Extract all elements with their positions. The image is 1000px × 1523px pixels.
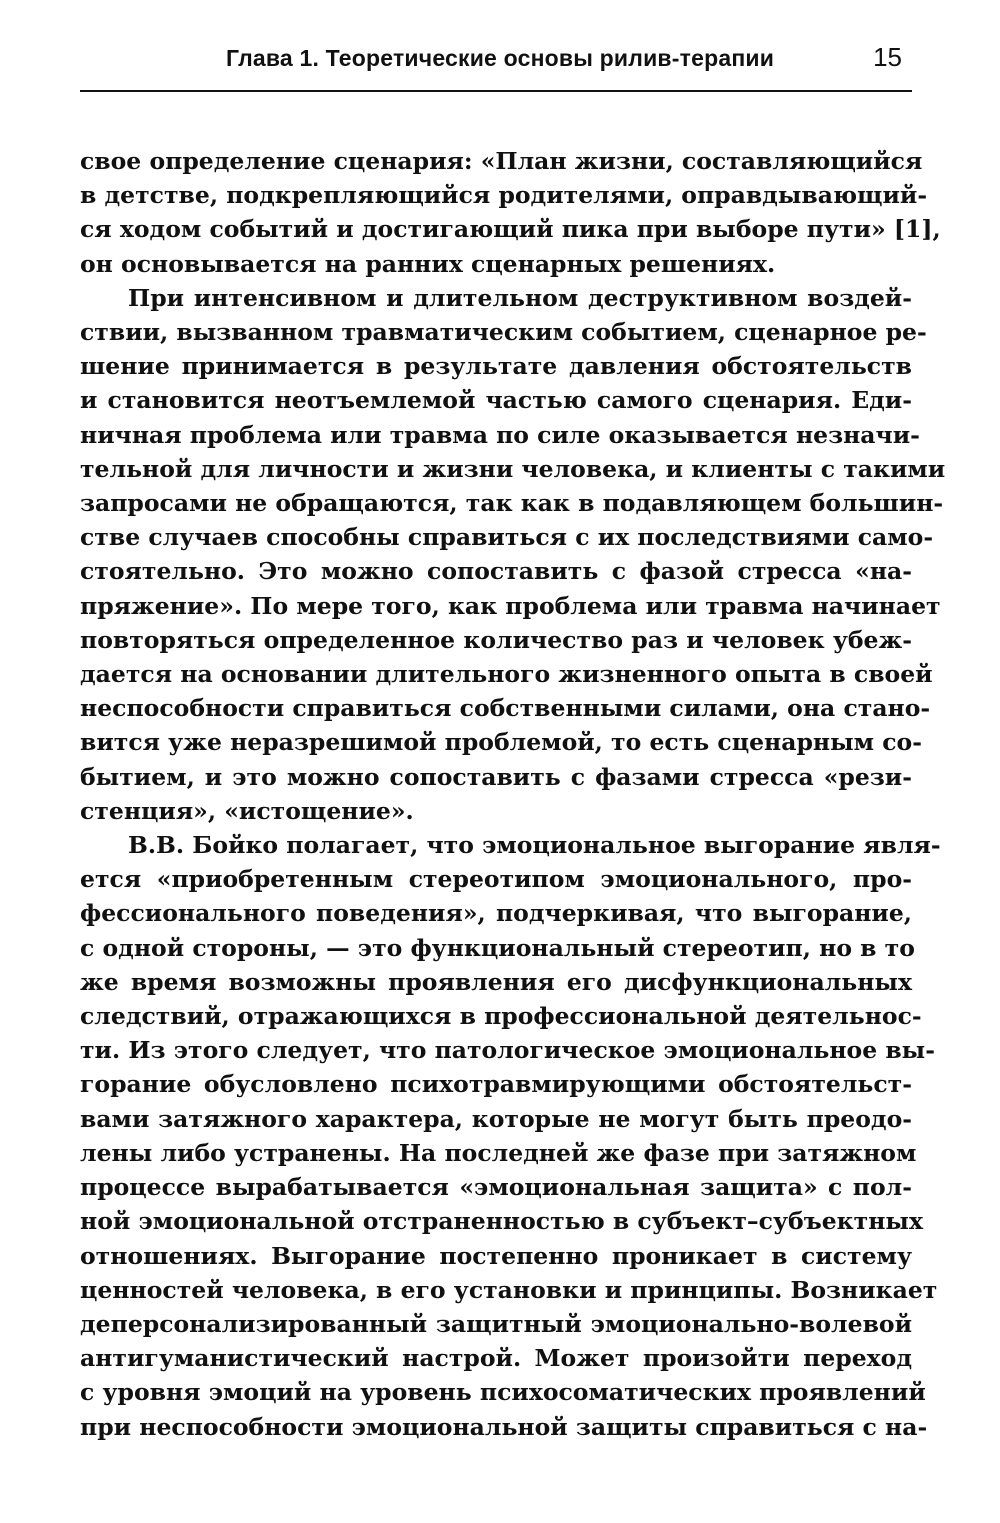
text-line: пряжение». По мере того, как проблема или травма начинает — [80, 591, 941, 620]
text-line: деперсонализированный защитный эмоционально-волевой — [80, 1309, 912, 1338]
text-line: и становится неотъемлемой частью самого сценария. Еди- — [80, 386, 912, 415]
text-line: ется «приобретенным стереотипом эмоционального, про- — [80, 865, 912, 894]
text-line: При интенсивном и длительном деструктивном воздей- — [128, 283, 912, 312]
text-line: при неспособности эмоциональной защиты справиться с на- — [80, 1412, 928, 1441]
text-line: вится уже неразрешимой проблемой, то есть сценарным со- — [80, 728, 922, 757]
running-title: Глава 1. Теоретические основы рилив-терапии — [226, 45, 775, 71]
text-line: стоятельно. Это можно сопоставить с фазой стресса «на- — [80, 557, 912, 586]
body-text — [80, 144, 946, 1444]
text-line: тельной для личности и жизни человека, и клиенты с такими — [80, 454, 946, 483]
text-line: с уровня эмоций на уровень психосоматических проявлений — [80, 1378, 926, 1407]
text-line: антигуманистический настрой. Может произойти переход — [80, 1344, 912, 1373]
text-line: процессе вырабатывается «эмоциональная защита» с пол- — [80, 1173, 912, 1202]
text-line: бытием, и это можно сопоставить с фазами стресса «рези- — [80, 762, 912, 791]
text-line: он основывается на ранних сценарных решениях. — [80, 249, 776, 278]
text-line: же время возможны проявления его дисфункциональных — [80, 967, 912, 996]
text-line: лены либо устранены. На последней же фазе при затяжном — [80, 1138, 917, 1167]
text-line: ти. Из этого следует, что патологическое эмоциональное вы- — [80, 1036, 935, 1065]
text-line: стве случаев способны справиться с их последствиями само- — [80, 523, 934, 552]
text-line: следствий, отражающихся в профессиональной деятельнос- — [80, 1002, 922, 1031]
book-page — [80, 30, 946, 1444]
running-header — [80, 30, 912, 92]
paragraph — [80, 828, 941, 1444]
text-line: свое определение сценария: «План жизни, составляющийся — [80, 147, 923, 175]
text-line: запросами не обращаются, так как в подавляющем большин- — [80, 489, 944, 518]
text-line: ся ходом событий и достигающий пика при выборе пути» [1], — [80, 215, 941, 244]
text-line: В.В. Бойко полагает, что эмоциональное выгорание явля- — [128, 831, 941, 860]
text-line: ценностей человека, в его установки и принципы. Возникает — [80, 1275, 938, 1304]
page-number: 15 — [873, 42, 902, 72]
text-line: шение принимается в результате давления обстоятельств — [80, 352, 912, 381]
text-line: ствии, вызванном травматическим событием, сценарное ре- — [80, 318, 927, 347]
text-line: отношениях. Выгорание постепенно проникает в систему — [80, 1241, 912, 1270]
paragraph — [80, 144, 941, 281]
text-line: дается на основании длительного жизненного опыта в своей — [80, 660, 933, 689]
text-line: горание обусловлено психотравмирующими обстоятельст- — [80, 1070, 912, 1099]
text-line: в детстве, подкрепляющийся родителями, оправдывающий- — [80, 181, 928, 210]
text-line: неспособности справиться собственными силами, она стано- — [80, 694, 931, 723]
text-line: фессионального поведения», подчеркивая, что выгорание, — [80, 899, 912, 928]
text-line: стенция», «истощение». — [80, 796, 414, 825]
text-line: вами затяжного характера, которые не могут быть преодо- — [80, 1104, 912, 1133]
text-line: повторяться определенное количество раз и человек убеж- — [80, 625, 912, 654]
text-line: ничная проблема или травма по силе оказывается незначи- — [80, 420, 920, 449]
paragraph — [80, 281, 946, 828]
text-line: с одной стороны, — это функциональный стереотип, но в то — [80, 933, 915, 962]
text-line: ной эмоциональной отстраненностью в субъект–субъектных — [80, 1207, 923, 1236]
